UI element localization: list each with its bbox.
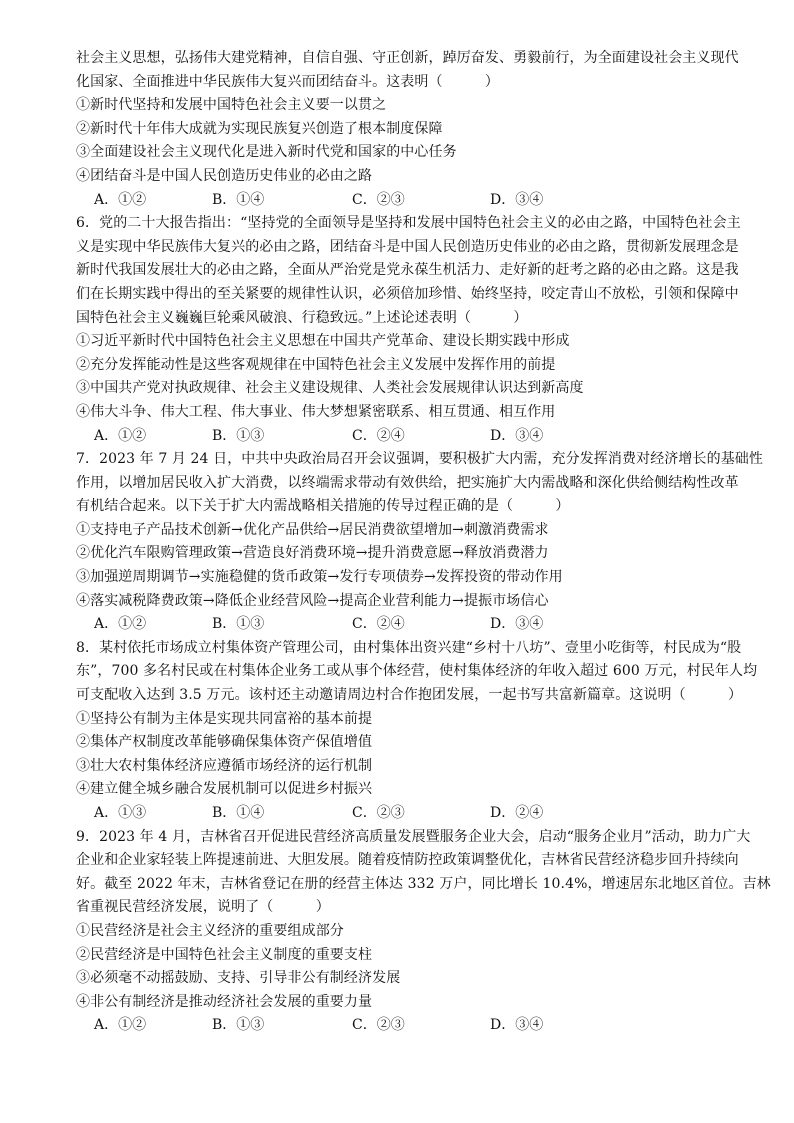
question-stem-line: 好。截至 2022 年末，吉林省登记在册的经营主体达 332 万户，同比增长 10.4%，增速居东北地区首位。吉林 [76,875,771,892]
option-d: D．③④ [490,191,544,208]
statement-item: ①支持电子产品技术创新→优化产品供给→居民消费欲望增加→刺激消费需求 [76,521,549,538]
option-d: D．③④ [490,1017,544,1034]
statement-item: ④非公有制经济是推动经济社会发展的重要力量 [76,993,373,1010]
answer-options [76,189,740,213]
option-c: C．②③ [352,805,405,821]
question-6 [76,212,740,448]
option-b: B．①③ [212,1017,265,1034]
statement-item: ②充分发挥能动性是这些客观规律在中国特色社会主义发展中发挥作用的前提 [76,356,556,373]
question-stem-line: 们在长期实践中得出的至关紧要的规律性认识，必须倍加珍惜、始终坚持，咬定青山不放松，引领和保障中 [76,285,739,302]
answer-options [76,425,740,449]
option-a: A．①② [94,427,147,444]
answer-options [76,1014,740,1038]
option-c: C．②③ [352,1017,405,1034]
statement-item: ①习近平新时代中国特色社会主义思想在中国共产党革命、建设长期实践中形成 [76,333,570,350]
option-c: C．②④ [352,616,405,633]
option-a: A．①② [94,1017,147,1034]
question-stem-line: 东”，700 多名村民或在村集体企业务工或从事个体经营，使村集体经济的年收入超过 600 万元，村民年人均 [76,663,758,680]
question-5 [76,47,740,212]
question-stem-line: 8．某村依托市场成立村集体资产管理公司，由村集体出资兴建“乡村十八坊”、壹里小吃街等，村民成为“股 [76,639,742,656]
question-stem-line: 省重视民营经济发展，说明了（ ） [76,899,330,916]
question-stem-line: 企业和企业家轻装上阵提速前进、大胆发展。随着疫情防控政策调整优化，吉林省民营经济稳步回升持续向 [76,852,739,869]
statement-item: ①坚持公有制为主体是实现共同富裕的基本前提 [76,710,373,727]
option-a: A．①② [94,191,147,208]
question-stem-line: 作用，以增加居民收入扩大消费，以终端需求带动有效供给，把实施扩大内需战略和深化供给侧结构性改革 [76,474,739,491]
question-stem-line: 义是实现中华民族伟大复兴的必由之路，团结奋斗是中国人民创造历史伟业的必由之路，贯彻新发展理念是 [76,238,739,255]
question-stem-line: 社会主义思想，弘扬伟大建党精神，自信自强、守正创新，踔厉奋发、勇毅前行，为全面建设社会主义现代 [76,50,739,66]
statement-item: ④伟大斗争、伟大工程、伟大事业、伟大梦想紧密联系、相互贯通、相互作用 [76,403,556,420]
question-stem-line: 国特色社会主义巍巍巨轮乘风破浪、行稳致远。”上述论述表明（ ） [76,309,528,326]
statement-item: ②优化汽车限购管理政策→营造良好消费环境→提升消费意愿→释放消费潜力 [76,545,549,562]
statement-item: ③必须毫不动摇鼓励、支持、引导非公有制经济发展 [76,970,401,987]
question-stem-line: 9．2023 年 4 月，吉林省召开促进民营经济高质量发展暨服务企业大会，启动“服务企业月”活动，助力广大 [76,828,751,845]
question-stem-line: 可支配收入达到 3.5 万元。该村还主动邀请周边村合作抱团发展，一起书写共富新篇章。这说明（ ） [76,687,743,704]
option-b: B．①③ [212,616,265,633]
question-stem-line: 6．党的二十大报告指出：“坚持党的全面领导是坚持和发展中国特色社会主义的必由之路，中国特色社会主 [76,215,741,232]
exam-page [76,47,771,1038]
statement-item: ④团结奋斗是中国人民创造历史伟业的必由之路 [76,167,373,184]
statement-item: ③加强逆周期调节→实施稳健的货币政策→发行专项债券→发挥投资的带动作用 [76,569,563,586]
question-9 [76,826,771,1038]
question-8 [76,637,758,826]
statement-item: ④落实减税降费政策→降低企业经营风险→提高企业营利能力→提振市场信心 [76,592,549,609]
option-a: A．①② [94,616,147,633]
option-a: A．①③ [94,805,147,821]
option-d: D．②④ [490,805,544,821]
option-d: D．③④ [490,616,544,633]
option-b: B．①④ [212,805,265,821]
statement-item: ③壮大农村集体经济应遵循市场经济的运行机制 [76,757,373,774]
question-stem-line: 7．2023 年 7 月 24 日，中共中央政治局召开会议强调，要积极扩大内需，充分发挥消费对经济增长的基础性 [76,451,764,468]
answer-options [76,613,740,637]
question-stem-line: 新时代我国发展壮大的必由之路，全面从严治党是党永葆生机活力、走好新的赶考之路的必由之路。这是我 [76,262,739,279]
statement-item: ②民营经济是中国特色社会主义制度的重要支柱 [76,946,373,963]
statement-item: ③全面建设社会主义现代化是进入新时代党和国家的中心任务 [76,144,457,161]
option-b: B．①④ [212,191,265,208]
question-stem-line: 有机结合起来。以下关于扩大内需战略相关措施的传导过程正确的是（ ） [76,498,570,515]
option-c: C．②③ [352,191,405,208]
option-d: D．③④ [490,427,544,444]
answer-options [76,802,740,826]
option-c: C．②④ [352,427,405,444]
question-stem-line: 化国家、全面推进中华民族伟大复兴而团结奋斗。这表明（ ） [76,73,499,90]
statement-item: ②集体产权制度改革能够确保集体资产保值增值 [76,734,373,751]
question-7 [76,448,764,637]
statement-item: ③中国共产党对执政规律、社会主义建设规律、人类社会发展规律认识达到新高度 [76,380,584,397]
statement-item: ①民营经济是社会主义经济的重要组成部分 [76,922,344,939]
statement-item: ②新时代十年伟大成就为实现民族复兴创造了根本制度保障 [76,120,443,137]
option-b: B．①③ [212,427,265,444]
statement-item: ①新时代坚持和发展中国特色社会主义要一以贯之 [76,97,387,114]
statement-item: ④建立健全城乡融合发展机制可以促进乡村振兴 [76,781,373,798]
